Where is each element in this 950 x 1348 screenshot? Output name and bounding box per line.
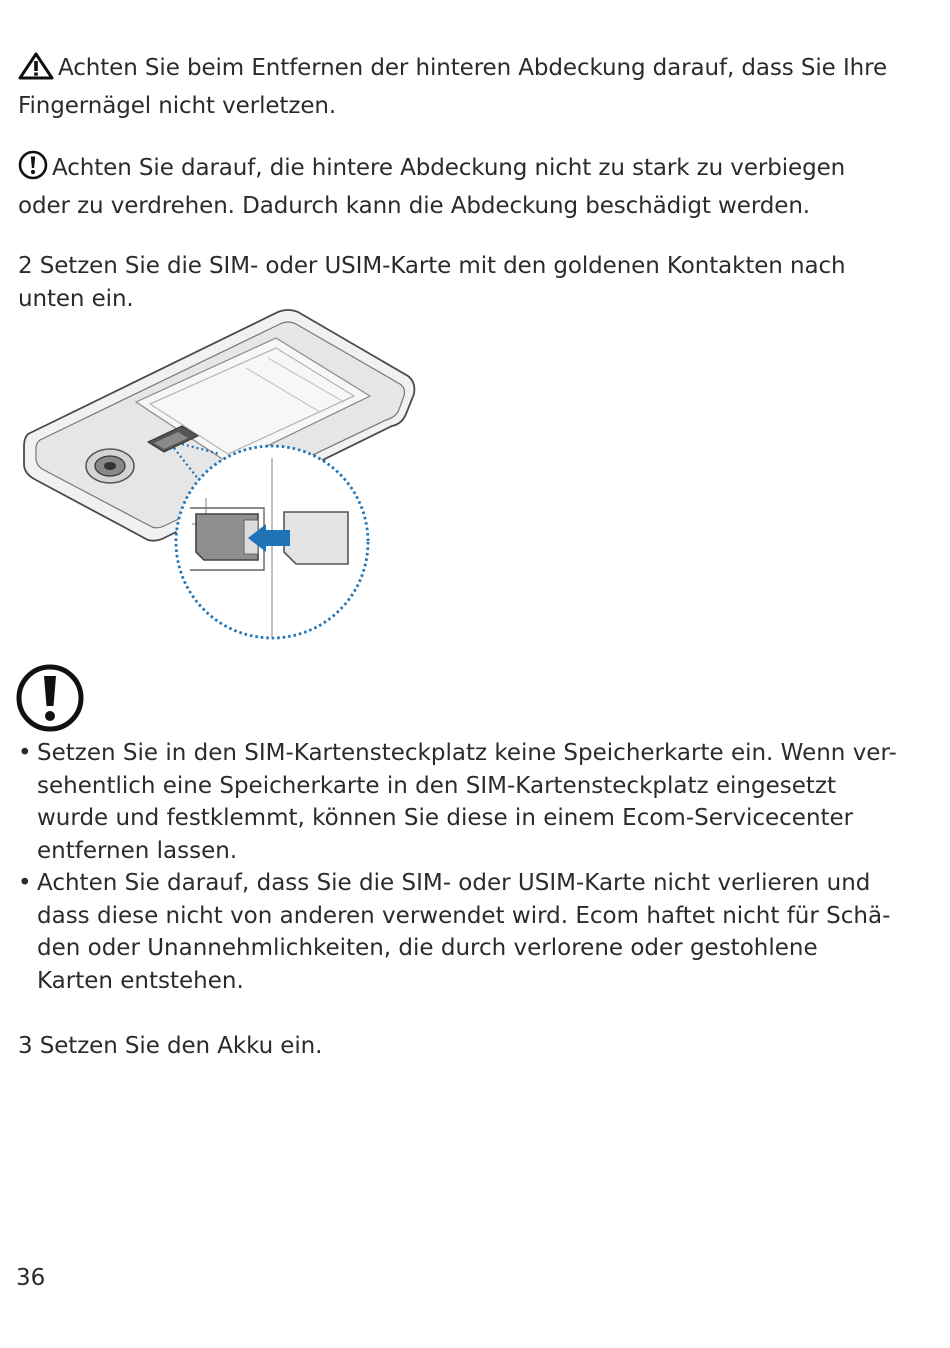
warning-triangle-icon: [18, 52, 54, 90]
list-item: [18, 867, 898, 997]
warning-text: Achten Sie beim Entfernen der hinteren Abdeckung darauf, dass Sie Ihre Fingernägel nicht verletzen.: [18, 55, 888, 119]
page-number: 36: [16, 1265, 46, 1291]
note-text: Setzen Sie in den SIM-Kartensteckplatz keine Speicherkarte ein. Wenn ver- sehentlich eine Speicherkarte in den SIM-Kartensteckplatz eingesetzt wurde und festklemmt, können Sie diese in einem Ecom-Servicecenter entfernen lassen.: [37, 740, 897, 864]
caution-text: Achten Sie darauf, die hintere Abdeckung nicht zu stark zu verbiegen oder zu verdrehen. Dadurch kann die Abdeckung beschädigt werden.: [18, 155, 846, 219]
step-2-instruction: 2 Setzen Sie die SIM- oder USIM-Karte mit den goldenen Kontakten nach unten ein.: [18, 253, 846, 312]
bullet-mark: •: [18, 740, 32, 766]
notes-list: [18, 737, 898, 997]
warning-note: [18, 52, 898, 122]
camera-lens-icon: [86, 449, 134, 483]
bullet-mark: •: [18, 870, 32, 896]
exclamation-circle-icon: [18, 150, 48, 190]
sim-card: [284, 512, 348, 564]
sim-insertion-illustration: [14, 298, 426, 648]
notes-exclamation-circle-icon: [15, 663, 87, 735]
caution-note: [18, 150, 898, 222]
note-text: Achten Sie darauf, dass Sie die SIM- oder USIM-Karte nicht verlieren und dass diese nicht von anderen verwendet wird. Ecom haftet nicht für Schä- den oder Unannehmlichkeiten, die durch verlorene oder gestohlene Karten entstehen.: [37, 870, 891, 994]
step-3-instruction: 3 Setzen Sie den Akku ein.: [18, 1033, 323, 1059]
list-item: [18, 737, 898, 867]
